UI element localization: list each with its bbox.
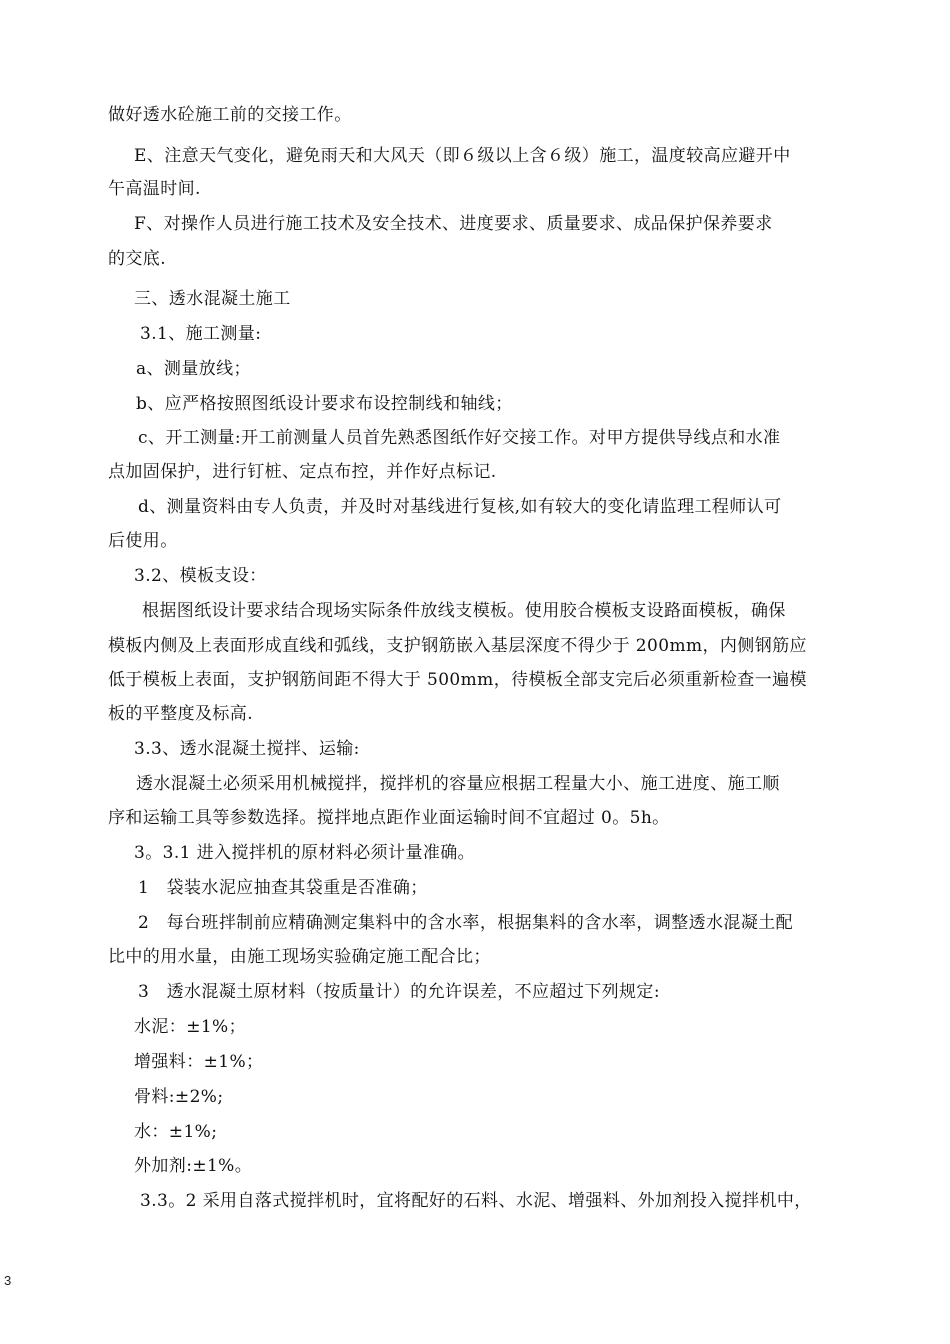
- text-line: 序和运输工具等参数选择。搅拌地点距作业面运输时间不宜超过 0。5h。: [108, 808, 670, 828]
- list-item: 3 透水混凝土原材料（按质量计）的允许误差，不应超过下列规定:: [138, 982, 660, 1002]
- text-line: 板的平整度及标高.: [108, 704, 254, 724]
- text-line: 3。3.1 进入搅拌机的原材料必须计量准确。: [134, 843, 476, 863]
- text-line: 低于模板上表面，支护钢筋间距不得大于 500mm，待模板全部支完后必须重新检查一遍模: [108, 670, 807, 690]
- tolerance-item: 水：±1%;: [134, 1122, 218, 1142]
- text-line: b、应严格按照图纸设计要求布设控制线和轴线；: [136, 394, 513, 414]
- tolerance-item: 增强料：±1%；: [134, 1052, 264, 1072]
- text-line: 的交底.: [108, 249, 167, 269]
- section-heading: 三、透水混凝土施工: [134, 289, 291, 309]
- text-line: d、测量资料由专人负责，并及时对基线进行复核,如有较大的变化请监理工程师认可: [138, 497, 782, 517]
- text-line: 比中的用水量，由施工现场实验确定施工配合比；: [108, 947, 491, 967]
- text-line: 3.3。2 采用自落式搅拌机时，宜将配好的石料、水泥、增强料、外加剂投入搅拌机中，: [140, 1191, 812, 1211]
- text-line: 后使用。: [108, 531, 178, 551]
- text-line: 模板内侧及上表面形成直线和弧线，支护钢筋嵌入基层深度不得少于 200mm，内侧钢筋应: [108, 636, 807, 656]
- subsection-heading: 3.3、透水混凝土搅拌、运输:: [134, 739, 360, 759]
- list-item: 1 袋装水泥应抽查其袋重是否准确；: [138, 878, 428, 898]
- text-line: 点加固保护，进行钉桩、定点布控，并作好点标记.: [108, 462, 497, 482]
- text-line: E、注意天气变化，避免雨天和大风天（即６级以上含６级）施工，温度较高应避开中: [134, 146, 791, 166]
- text-line: F、对操作人员进行施工技术及安全技术、进度要求、质量要求、成品保护保养要求: [134, 214, 773, 234]
- page-number: 3: [4, 1273, 12, 1288]
- tolerance-item: 水泥：±1%；: [134, 1017, 247, 1037]
- text-line: 做好透水砼施工前的交接工作。: [108, 105, 352, 125]
- tolerance-item: 骨料:±2%;: [134, 1087, 224, 1107]
- text-line: 根据图纸设计要求结合现场实际条件放线支模板。使用胶合模板支设路面模板，确保: [142, 601, 786, 621]
- subsection-heading: 3.1、施工测量:: [140, 324, 262, 344]
- list-item: 2 每台班拌制前应精确测定集料中的含水率，根据集料的含水率，调整透水混凝土配: [138, 913, 794, 933]
- text-line: a、测量放线；: [136, 359, 251, 379]
- text-line: 透水混凝土必须采用机械搅拌，搅拌机的容量应根据工程量大小、施工进度、施工顺: [136, 774, 780, 794]
- subsection-heading: 3.2、模板支设：: [134, 566, 267, 586]
- text-line: 午高温时间.: [108, 179, 201, 199]
- text-line: c、开工测量:开工前测量人员首先熟悉图纸作好交接工作。对甲方提供导线点和水准: [138, 428, 781, 448]
- tolerance-item: 外加剂:±1%。: [134, 1156, 253, 1176]
